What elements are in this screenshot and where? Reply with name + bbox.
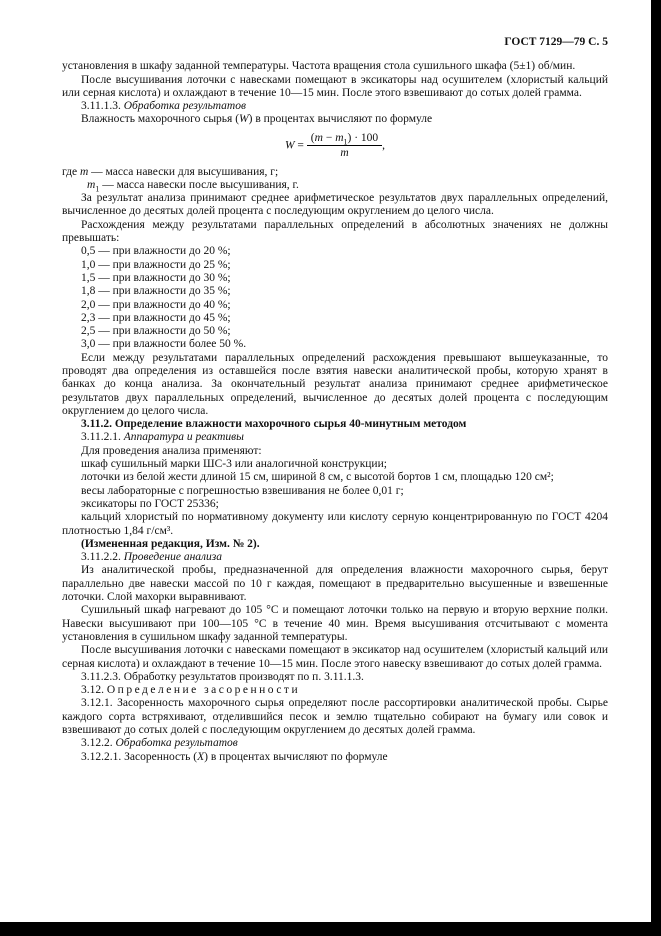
text-run: 3,0 — при влажности более 50 %. (81, 338, 247, 351)
text-run: установления в шкафу заданной температуры. Частота вращения стола сушильного шкафа (5±1) об/мин. (62, 60, 576, 73)
text-run: 3.12. (81, 684, 107, 697)
heading (62, 431, 608, 444)
text-run: = (294, 139, 307, 152)
text-run: Проведение анализа (123, 551, 223, 564)
text-run: m (335, 131, 344, 144)
text-run: 3.11.1.3. (81, 100, 124, 113)
text-run: 3.11.2.2. (81, 551, 124, 564)
text-run: Если между результатами параллельных определений расхождения превышают вышеуказанные, то проводят два определения из оставшейся после взятия навески аналитической пробы, которую хранят в банках до конца анализа. За окончательный результат анализа принимают среднее арифметическое результатов двух параллельных определений, вычисленное до десятых долей процента с последующим округлением до целого числа. (62, 351, 608, 417)
text-run: За результат анализа принимают среднее арифметическое результатов двух параллельных определений, вычисленное до десятых долей процента с последующим округлением до целого числа. (62, 192, 608, 218)
formula-lhs (285, 139, 307, 151)
text-run: W (239, 113, 249, 126)
text-run: Для проведения анализа применяют: (81, 444, 262, 457)
list-item (62, 285, 608, 298)
text-run: 3.11.2.3. Обработку результатов производят по п. 3.11.1.3. (81, 670, 364, 683)
list-item (62, 338, 608, 351)
list-item (62, 299, 608, 312)
text-run: 1,5 — при влажности до 30 %; (81, 271, 231, 284)
definition-line (62, 179, 608, 192)
paragraph (62, 538, 608, 551)
text-run: 1,0 — при влажности до 25 %; (81, 258, 231, 271)
paragraph (62, 671, 608, 684)
scan-edge-bottom (0, 922, 661, 936)
document-body (62, 60, 608, 764)
text-run: кальций хлористый по нормативному документу или кислоту серную концентрированную по ГОСТ 4204 плотностью 1,84 г/см³. (62, 511, 608, 537)
formula-fraction (307, 131, 382, 161)
list-item (62, 259, 608, 272)
text-run: X (197, 750, 205, 763)
paragraph (62, 498, 608, 511)
paragraph (62, 192, 608, 219)
paragraph (62, 74, 608, 101)
heading (62, 100, 608, 113)
text-run: ) в процентах вычисляют по формуле (204, 750, 388, 763)
text-run: 3.12.1. Засоренность махорочного сырья определяют после рассортировки аналитической пробы. Сырье каждого сорта встряхивают, отделившийся песок и землю тщательно собирают на бумагу или совок и взвешивают до сотых долей с последующим округлением до десятых долей грамма. (62, 697, 608, 736)
text-run: 1 (95, 184, 100, 194)
text-run: Расхождения между результатами параллельных определений в абсолютных значениях не должны превышать: (62, 218, 608, 245)
text-run: Влажность махорочного сырья ( (81, 113, 240, 126)
paragraph (62, 511, 608, 538)
paragraph (62, 458, 608, 471)
text-run: 3.11.2.1. (81, 431, 124, 444)
text-run: весы лабораторные с погрешностью взвешивания не более 0,01 г; (81, 484, 404, 497)
heading (62, 418, 608, 431)
text-run: 2,0 — при влажности до 40 %; (81, 298, 231, 311)
scan-edge-right (651, 0, 661, 936)
formula (62, 127, 608, 166)
paragraph (62, 644, 608, 671)
list-item (62, 325, 608, 338)
paragraph (62, 60, 608, 73)
paragraph (62, 485, 608, 498)
page (62, 36, 608, 764)
text-run: Сушильный шкаф нагревают до 105 °С и помещают лоточки только на первую и вторую верхние полки. Навески высушивают при 100—105 °С в течение 40 мин. Время высушивания отсчитывают с момента установления в сушильном шкафу заданной температуры. (62, 604, 608, 643)
text-run: − (322, 131, 336, 144)
text-run: 2,5 — при влажности до 50 %; (81, 325, 231, 338)
text-run: шкаф сушильный марки ШС-3 или аналогичной конструкции; (81, 458, 387, 471)
text-run: m (340, 147, 349, 160)
text-run: — масса навески для высушивания, г; (88, 165, 279, 178)
heading (62, 684, 608, 697)
text-run: ) в процентах вычисляют по формуле (248, 113, 433, 126)
paragraph (62, 445, 608, 458)
text-run: 3.11.2. Определение влажности махорочного сырья 40-минутным методом (81, 418, 467, 431)
text-run: (Измененная редакция, Изм. № 2). (81, 537, 260, 550)
paragraph (62, 113, 608, 126)
text-run: 2,3 — при влажности до 45 %; (81, 311, 231, 324)
paragraph (62, 751, 608, 764)
text-run: Обработка результатов (115, 737, 238, 750)
text-run: Из аналитической пробы, предназначенной для определения влажности махорочного сырья, берут параллельно две навески массой по 10 г каждая, помещают в предварительно высушенные и взвешенные лоточки. Слой махорки выравнивают. (62, 564, 608, 604)
text-run: где (62, 165, 80, 178)
formula-tail: , (382, 139, 386, 152)
list-item (62, 272, 608, 285)
text-run: Обработка результатов (123, 100, 246, 113)
heading (62, 737, 608, 750)
text-run: ( (310, 131, 315, 144)
list-item (62, 312, 608, 325)
formula-denominator (307, 146, 382, 160)
page-header: ГОСТ 7129—79 С. 5 (504, 36, 608, 48)
text-run: ) · 100 (347, 131, 379, 144)
text-run: 3.12.2.1. Засоренность ( (81, 750, 198, 763)
text-run: — масса навески после высушивания, г. (99, 178, 299, 191)
text-run: 0,5 — при влажности до 20 %; (81, 245, 231, 258)
text-run: m (314, 131, 323, 144)
text-run: m (79, 165, 89, 178)
text-run: После высушивания лоточки с навесками помещают в эксикатор над осушителем (хлористый кальций или серная кислота) и охлаждают в течение 10—15 мин. После этого навеску взвешивают до сотых долей грамма. (62, 644, 608, 670)
text-run: Определение засоренности (106, 684, 301, 697)
text-run: Аппаратура и реактивы (123, 431, 244, 444)
paragraph (62, 604, 608, 644)
text-run: 1 (343, 137, 348, 147)
text-run: эксикаторы по ГОСТ 25336; (81, 497, 219, 510)
list-item (62, 245, 608, 258)
text-run: 1,8 — при влажности до 35 %; (81, 285, 231, 298)
heading (62, 551, 608, 564)
text-run: W (284, 139, 295, 152)
text-run: m (87, 178, 96, 191)
paragraph (62, 219, 608, 246)
paragraph (62, 471, 608, 484)
formula-numerator (307, 131, 382, 146)
definition-line (62, 166, 608, 179)
paragraph (62, 352, 608, 418)
paragraph (62, 697, 608, 737)
paragraph (62, 564, 608, 604)
text-run: лоточки из белой жести длиной 15 см, шириной 8 см, с высотой бортов 1 см, площадью 120 см²; (81, 471, 554, 484)
text-run: После высушивания лоточки с навесками помещают в эксикаторы над осушителем (хлористый кальций или серная кислота) и охлаждают в течение 10—15 мин. После этого взвешивают до сотых долей грамма. (62, 73, 608, 99)
text-run: 3.12.2. (81, 737, 116, 750)
